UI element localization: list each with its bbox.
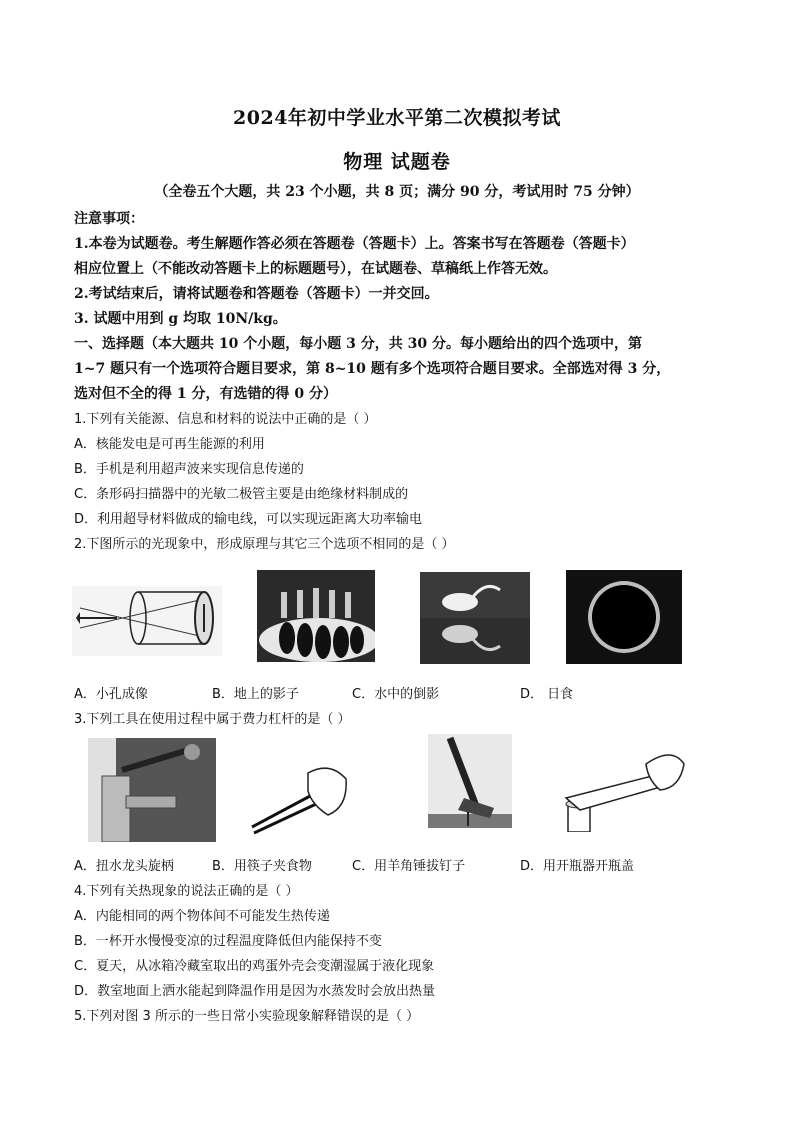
- q3-option-a: A．扭水龙头旋柄: [74, 859, 174, 874]
- q3-option-d: D．用开瓶器开瓶盖: [520, 859, 635, 874]
- q2-option-d: D． 日食: [520, 687, 574, 702]
- pinhole-camera-image: [72, 586, 222, 656]
- q4-option-c: C．夏天，从冰箱冷藏室取出的鸡蛋外壳会变潮湿属于液化现象: [74, 959, 435, 974]
- q1-option-a: A．核能发电是可再生能源的利用: [74, 437, 265, 452]
- shadow-photo-image: [257, 570, 375, 662]
- q2-option-c: C．水中的倒影: [352, 687, 440, 702]
- q4-option-b: B．一杯开水慢慢变凉的过程温度降低但内能保持不变: [74, 934, 382, 949]
- section-1-line-2: 1~7 题只有一个选项符合题目要求，第 8~10 题有多个选项符合题目要求。全部选对得 3 分，: [74, 361, 671, 377]
- q2-stem: 2.下图所示的光现象中，形成原理与其它三个选项不相同的是（ ）: [74, 537, 455, 552]
- q4-option-d: D．教室地面上洒水能起到降温作用是因为水蒸发时会放出热量: [74, 984, 436, 999]
- q3-stem: 3.下列工具在使用过程中属于费力杠杆的是（ ）: [74, 712, 351, 727]
- q1-option-b: B．手机是利用超声波来实现信息传递的: [74, 462, 304, 477]
- q4-option-a: A．内能相同的两个物体间不可能发生热传递: [74, 909, 330, 924]
- solar-eclipse-image: [566, 570, 682, 664]
- section-1-line-1: 一、选择题（本大题共 10 个小题，每小题 3 分，共 30 分。每小题给出的四个选项中，第: [74, 336, 642, 352]
- note-1a: 1.本卷为试题卷。考生解题作答必须在答题卷（答题卡）上。答案书写在答题卷（答题卡）: [74, 236, 635, 252]
- bottle-opener-image: [560, 744, 686, 832]
- q4-stem: 4.下列有关热现象的说法正确的是（ ）: [74, 884, 299, 899]
- q5-stem: 5.下列对图 3 所示的一些日常小实验现象解释错误的是（ ）: [74, 1009, 420, 1024]
- q2-option-a: A．小孔成像: [74, 687, 148, 702]
- note-2: 2.考试结束后，请将试题卷和答题卷（答题卡）一并交回。: [74, 286, 439, 302]
- q3-option-b: B．用筷子夹食物: [212, 859, 312, 874]
- claw-hammer-image: [428, 734, 512, 828]
- exam-info: （全卷五个大题，共 23 个小题，共 8 页；满分 90 分，考试用时 75 分钟）: [154, 184, 640, 200]
- exam-subtitle: 物理 试题卷: [343, 151, 451, 173]
- water-reflection-image: [420, 572, 530, 664]
- q3-option-c: C．用羊角锤拔钉子: [352, 859, 466, 874]
- q1-stem: 1.下列有关能源、信息和材料的说法中正确的是（ ）: [74, 412, 377, 427]
- q1-option-c: C．条形码扫描器中的光敏二极管主要是由绝缘材料制成的: [74, 487, 409, 502]
- exam-title: 2024年初中学业水平第二次模拟考试: [233, 107, 561, 129]
- section-1-line-3: 选对但不全的得 1 分，有选错的得 0 分）: [74, 386, 337, 402]
- q1-option-d: D．利用超导材料做成的输电线，可以实现远距离大功率输电: [74, 512, 423, 527]
- note-3: 3. 试题中用到 g 均取 10N/kg。: [74, 311, 287, 327]
- note-1b: 相应位置上（不能改动答题卡上的标题题号），在试题卷、草稿纸上作答无效。: [74, 261, 557, 277]
- notes-heading: 注意事项：: [74, 211, 144, 227]
- chopsticks-image: [250, 755, 350, 835]
- faucet-handle-image: [88, 738, 216, 842]
- q2-option-b: B．地上的影子: [212, 687, 299, 702]
